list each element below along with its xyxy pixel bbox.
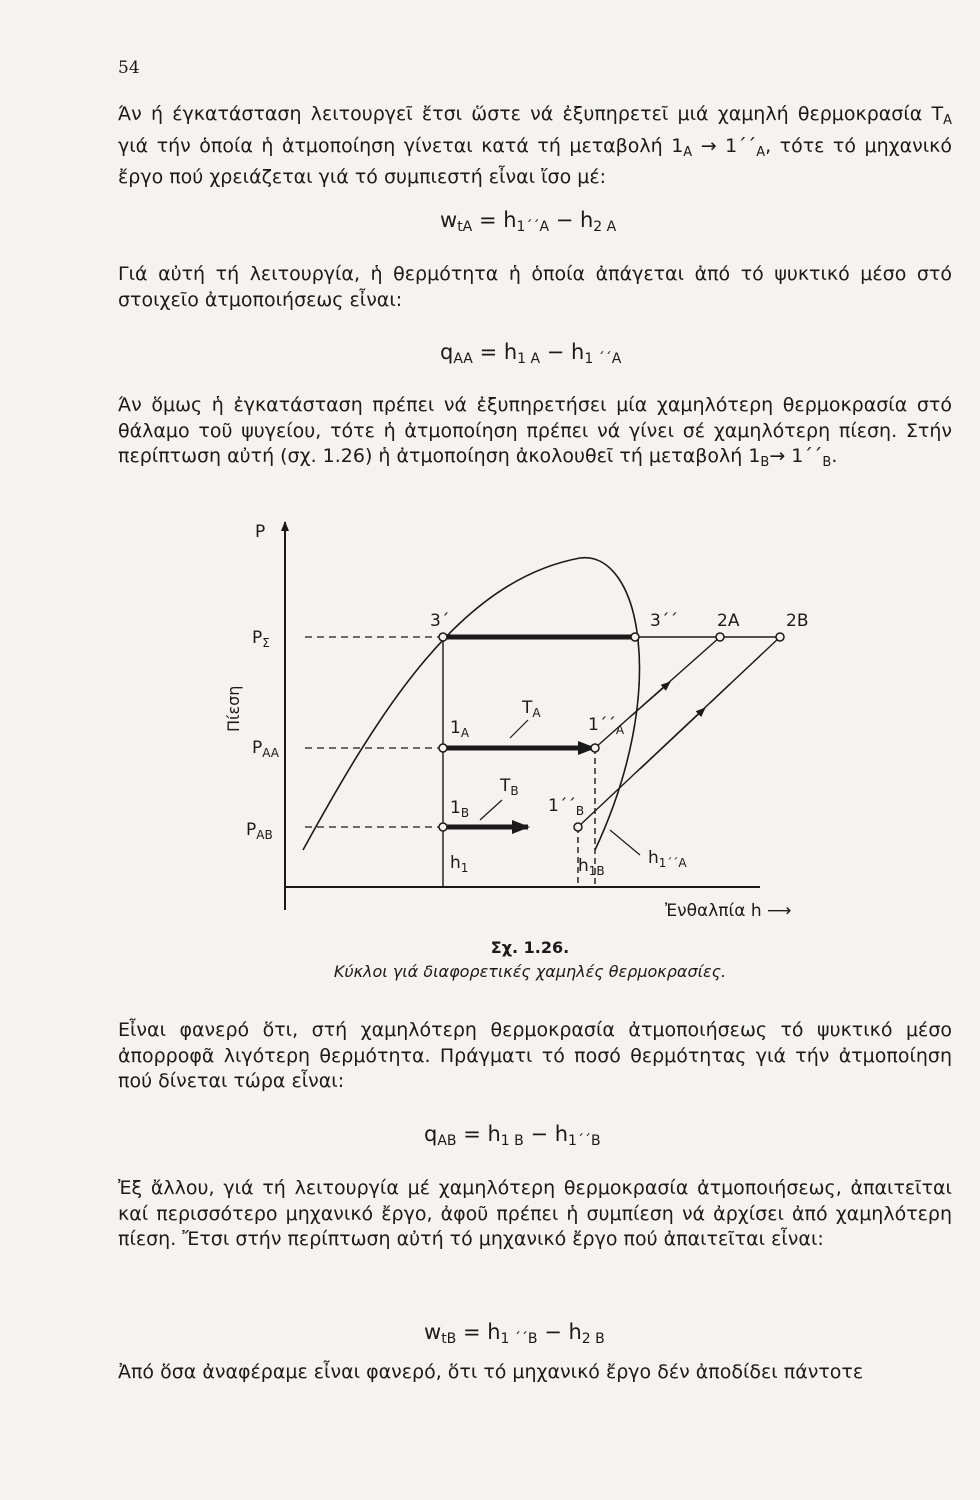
leader-h1a [610,830,640,855]
label-1a: $1_A$ [450,718,470,740]
compression-b-arrow [640,708,705,769]
label-p-ab: $P_{AB}$ [246,820,273,842]
compression-a-arrow [630,682,670,717]
compression-b-arrow-2 [710,684,730,703]
y-axis-symbol: P [255,522,266,542]
point-2b [776,633,784,641]
point-1b-double-prime [574,823,582,831]
equation-heat-aa: $q_{AA} = h_{1 A} - h_{1 ΄΄A}$ [440,340,622,367]
x-axis-title: Ἐνθαλπία h ⟶ [665,901,792,921]
label-2b: 2B [786,611,809,631]
equation-heat-ab: $q_{AB} = h_{1 B} - h_{1΄΄B}$ [424,1122,601,1149]
label-h1b: $h_{1B}$ [578,856,605,878]
y-axis-title: Πίεση [224,685,243,732]
saturation-dome [303,558,639,850]
label-tb: $T_B$ [500,776,519,798]
label-p-sigma: $P_\Sigma$ [252,628,270,650]
leader-tb [480,800,502,820]
label-3-prime: 3΄ [430,611,450,631]
label-1a-double-prime: $1΄΄_A$ [588,715,625,737]
label-2a: 2A [717,611,740,631]
paragraph-4: Εἶναι φανερό ὅτι, στή χαμηλότερη θερμοκρασία ἀτμοποιήσεως τό ψυκτικό μέσο ἀπορροφᾶ λιγότερη θερμότητα. Πράγματι τό ποσό θερμότητας γιά τήν ἀτμοποίηση πού δίνεται τώρα εἶναι: [118,1019,952,1092]
label-ta: $T_A$ [522,698,541,720]
point-1a-double-prime [591,744,599,752]
label-3-double-prime: 3΄΄ [650,611,678,631]
label-1b-double-prime: $1΄΄_B$ [548,796,585,818]
label-1b: $1_B$ [450,798,470,820]
paragraph-3: Άν ὅμως ἡ ἐγκατάσταση πρέπει νά ἐξυπηρετήσει μία χαμηλότερη θερμοκρασία στό θάλαμο τοῦ ψυγείου, τότε ἡ ἀτμοποίηση πρέπει νά γίνει σέ χαμηλότερη πίεση. Στήν περίπτωση αὐτή (σχ. 1.26) ἡ ἀτμοποίηση ἀκολουθεῖ τή μεταβολή $1_B\to 1΄΄_B$. [118,394,952,470]
paragraph-2: Γιά αὐτή τή λειτουργία, ἡ θερμότητα ἡ ὁποία ἀπάγεται ἀπό τό ψυκτικό μέσο στό στοιχεῖο ἀτμοποιήσεως εἶναι: [118,263,952,311]
point-3-prime [439,633,447,641]
point-2a [716,633,724,641]
equation-work-a: $w_{tA} = h_{1΄΄A} - h_{2 A}$ [440,208,617,235]
label-h1: $h_1$ [450,853,469,875]
page-number: 54 [118,58,140,78]
figure-number: Σχ. 1.26. [490,938,570,957]
point-1a [439,744,447,752]
point-3-double-prime [631,633,639,641]
label-p-aa: $P_{AA}$ [252,738,280,760]
paragraph-1: Άν ή έγκατάσταση λειτουργεῖ ἔτσι ὥστε νά ἐξυπηρετεῖ μιά χαμηλή θερμοκρασία $T_A$ γιά τήν ὁποία ἡ ἀτμοποίηση γίνεται κατά τή μεταβολή $1_A \to 1΄΄_A$, τότε τό μηχανικό ἔργο πού χρειάζεται γιά τό συμπιεστή εἶναι ἴσο μέ: [118,103,952,188]
ph-diagram [210,510,850,930]
figure-caption: Κύκλοι γιά διαφορετικές χαμηλές θερμοκρασίες. [333,962,727,981]
label-h1a: $h_{1΄΄A}$ [648,848,687,870]
equation-work-b: $w_{tB} = h_{1 ΄΄B} - h_{2 B}$ [424,1320,605,1347]
point-1b [439,823,447,831]
paragraph-6: Ἀπό ὅσα ἀναφέραμε εἶναι φανερό, ὅτι τό μηχανικό ἔργο δέν ἀποδίδει πάντοτε [118,1361,864,1383]
leader-ta [510,720,528,738]
paragraph-5: Ἐξ ἄλλου, γιά τή λειτουργία μέ χαμηλότερη θερμοκρασία ἀτμοποιήσεως, ἀπαιτεῖται καί περισσότερο μηχανικό ἔργο, ἀφοῦ πρέπει ἡ συμπίεση νά ἀρχίσει ἀπό χαμηλότερη πίεση. Ἔτσι στήν περίπτωση αὐτή τό μηχανικό ἔργο πού ἀπαιτεῖται εἶναι: [118,1177,952,1250]
figure-1-26 [210,510,850,990]
